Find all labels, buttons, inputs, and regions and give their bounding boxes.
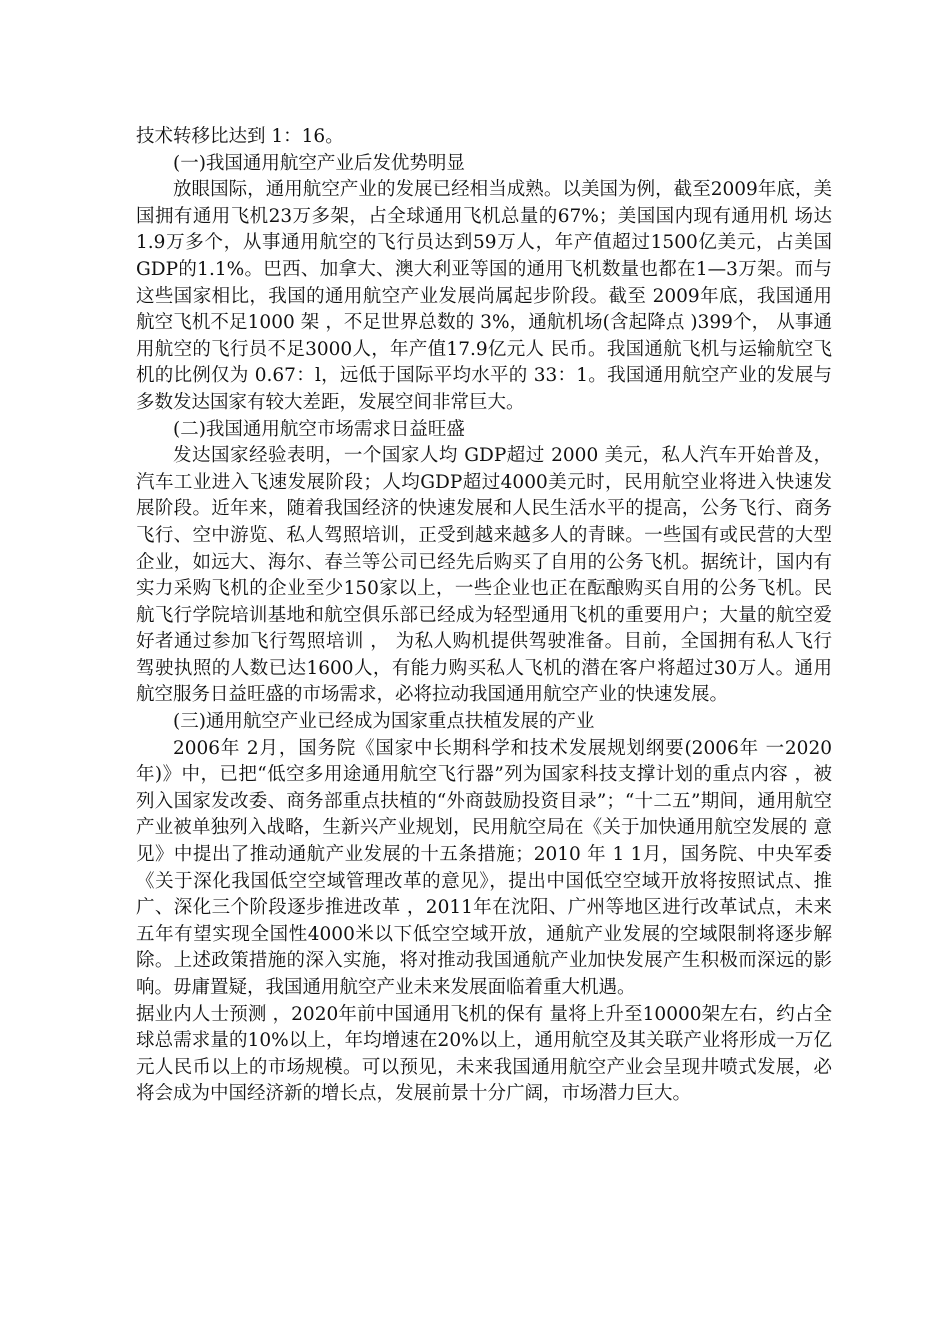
section-heading-1: (一)我国通用航空产业后发优势明显 (173, 152, 465, 174)
paragraph-tech-transfer: 技术转移比达到 1：16。 (136, 126, 344, 147)
paragraph-forecast: 据业内人士预测 ，2020年前中国通用飞机的保有 量将上升至10000架左右，约占全球总需求量的10%以上，年均增速在20%以上，通用航空及其关联产业将形成一万亿元人民币以上的市场规模。可以预见，未来我国通用航空产业会呈现井喷式发展，必将会成为中国经济新的增长点，发展前景十分广阔，市场潜力巨大。 (136, 1003, 832, 1105)
section-heading-3: (三)通用航空产业已经成为国家重点扶植发展的产业 (173, 711, 595, 733)
paragraph-policy-support: 2006年 2月，国务院《国家中长期科学和技术发展规划纲要(2006年 一2020年)》中，已把“低空多用途通用航空飞行器”列为国家科技支撑计划的重点内容 ，被列入国家发改委、商务部重点扶植的“外商鼓励投资目录”；“十二五”期间，通用航空产业被单独列入战略，生新兴产业规划，民用航空局在《关于加快通用航空发展的 意见》中提出了推动通航产业发展的十五条措施；2010 年 1 1月，国务院、中央军委《关于深化我国低空空域管理改革的意见》，提出中国低空空域开放将按照试点、推广、深化三个阶段逐步推进改革 ，2011年在沈阳、广州等地区进行改革试点，未来五年有望实现全国性4000米以下低空空域开放，通航产业发展的空域限制将逐步解除。上述政策措施的深入实施，将对推动我国通航产业加快发展产生积极而深远的影响。毋庸置疑，我国通用航空产业未来发展面临着重大机遇。 (136, 737, 832, 998)
paragraph-international-comparison: 放眼国际，通用航空产业的发展已经相当成熟。以美国为例，截至2009年底，美国拥有通用飞机23万多架，占全球通用飞机总量的67%；美国国内现有通用机 场达 1.9万多个，从事通用航空的飞行员达到59万人，年产值超过1500亿美元，占美国GDP的1.1%。巴西、加拿大、澳大利亚等国的通用飞机数量也都在1—3万架。而与这些国家相比，我国的通用航空产业发展尚属起步阶段。截至 2009年底，我国通用航空飞机不足1000 架 ，不足世界总数的 3%，通航机场(含起降点 )399个， 从事通用航空的飞行员不足3000人，年产值17.9亿元人 民币。我国通航飞机与运输航空飞机的比例仅为 0.67：l，远低于国际平均水平的 33：1。我国通用航空产业的发展与多数发达国家有较大差距，发展空间非常巨大。 (136, 179, 832, 413)
section-heading-2: (二)我国通用航空市场需求日益旺盛 (173, 418, 465, 440)
document-body (136, 124, 832, 1108)
paragraph-market-demand: 发达国家经验表明，一个国家人均 GDP超过 2000 美元，私人汽车开始普及，汽车工业进入飞速发展阶段；人均GDP超过4000美元时，民用航空业将进入快速发展阶段。近年来，随着我国经济的快速发展和人民生活水平的提高，公务飞行、商务飞行、空中游览、私人驾照培训，正受到越来越多人的青睐。一些国有或民营的大型企业，如远大、海尔、春兰等公司已经先后购买了自用的公务飞机。据统计，国内有实力采购飞机的企业至少150家以上，一些企业也正在酝酿购买自用的公务飞机。民航飞行学院培训基地和航空俱乐部已经成为轻型通用飞机的重要用户；大量的航空爱好者通过参加飞行驾照培训 ， 为私人购机提供驾驶准备。目前，全国拥有私人飞行驾驶执照的人数已达1600人，有能力购买私人飞机的潜在客户将超过30万人。通用航空服务日益旺盛的市场需求，必将拉动我国通用航空产业的快速发展。 (136, 445, 832, 706)
